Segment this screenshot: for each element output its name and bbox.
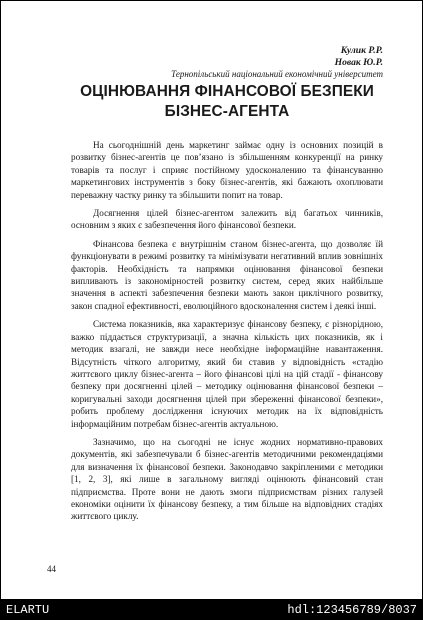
author-name: Новак Ю.Р.	[334, 56, 383, 68]
paragraph: Досягнення цілей бізнес-агентом залежить від багатьох чинників, основним з яких є забезпечення його фінансової безпеки.	[71, 208, 383, 231]
footer-source-label: ELARTU	[6, 603, 50, 617]
affiliation: Тернопільський національний економічний університет	[171, 69, 383, 79]
author-name: Кулик Р.Р.	[340, 45, 383, 56]
footer-bar	[0, 600, 423, 620]
page-number: 44	[47, 564, 56, 574]
paragraph: Зазначимо, що на сьогодні не існує жодних нормативно-правових документів, які забезпечували б бізнес-агентів методичними рекомендаціями для визначення їх фінансової безпеки. Законодавчо закріпленими є методики [1, 2, 3], які лише в загальному вигляді оцінюють фінансовий стан підприємства. Проте вони не дають змоги підприємствам різних галузей економіки оцінити їх фінансову безпеку, а тим більше на відповідних стадіях життєвого циклу.	[71, 436, 383, 522]
authors-block	[71, 45, 383, 68]
paragraph: Система показників, яка характеризує фінансову безпеку, є різнорідною, важко піддається структуризації, а значна кількість цих показників, як і методик взагалі, не завжди несе необхідне інформаційне навантаження. Відсутність чіткого алгоритму, який би ставив у відповідність «стадію життєвого циклу бізнес-агента – його фінансові цілі на цій стадії - фінансову безпеку при досягненні цілей – методику оцінювання фінансової безпеки – коригувальні заходи досягнення цілей при збереженні фінансової безпеки», робить проблему дослідження існуючих методик на їх відповідність інформаційним потребам бізнес-агентів актуальною.	[71, 319, 383, 429]
article-body	[71, 139, 383, 523]
article-title: ОЦІНЮВАННЯ ФІНАНСОВОЇ БЕЗПЕКИ БІЗНЕС-АГЕНТА	[80, 83, 374, 120]
document-page	[71, 45, 383, 523]
footer-handle-link[interactable]: hdl:123456789/8037	[287, 603, 417, 617]
paragraph: Фінансова безпека є внутрішнім станом бізнес-агента, що дозволяє їй функціонувати в режимі розвитку та мінімізувати негативний вплив зовнішніх факторів. Необхідність та напрямки оцінювання фінансової безпеки випливають із закономірностей розвитку систем, серед яких найбільше значення в аспекті забезпечення безпеки мають закон циклічного розвитку, закон спадної ефективності, еволюційного вдосконалення систем і деякі інші.	[71, 238, 383, 311]
paragraph: На сьогоднішній день маркетинг займає одну із основних позицій в розвитку бізнес-агентів це пов’язано із збільшенням конкуренції на ринку товарів та послуг і сприяє постійному удосконалению та фінансуванню маркетингових інструментів з боку бізнес-агентів, які бажають охоплювати переважну частку ринку та збільшити попит на товар.	[71, 140, 383, 200]
